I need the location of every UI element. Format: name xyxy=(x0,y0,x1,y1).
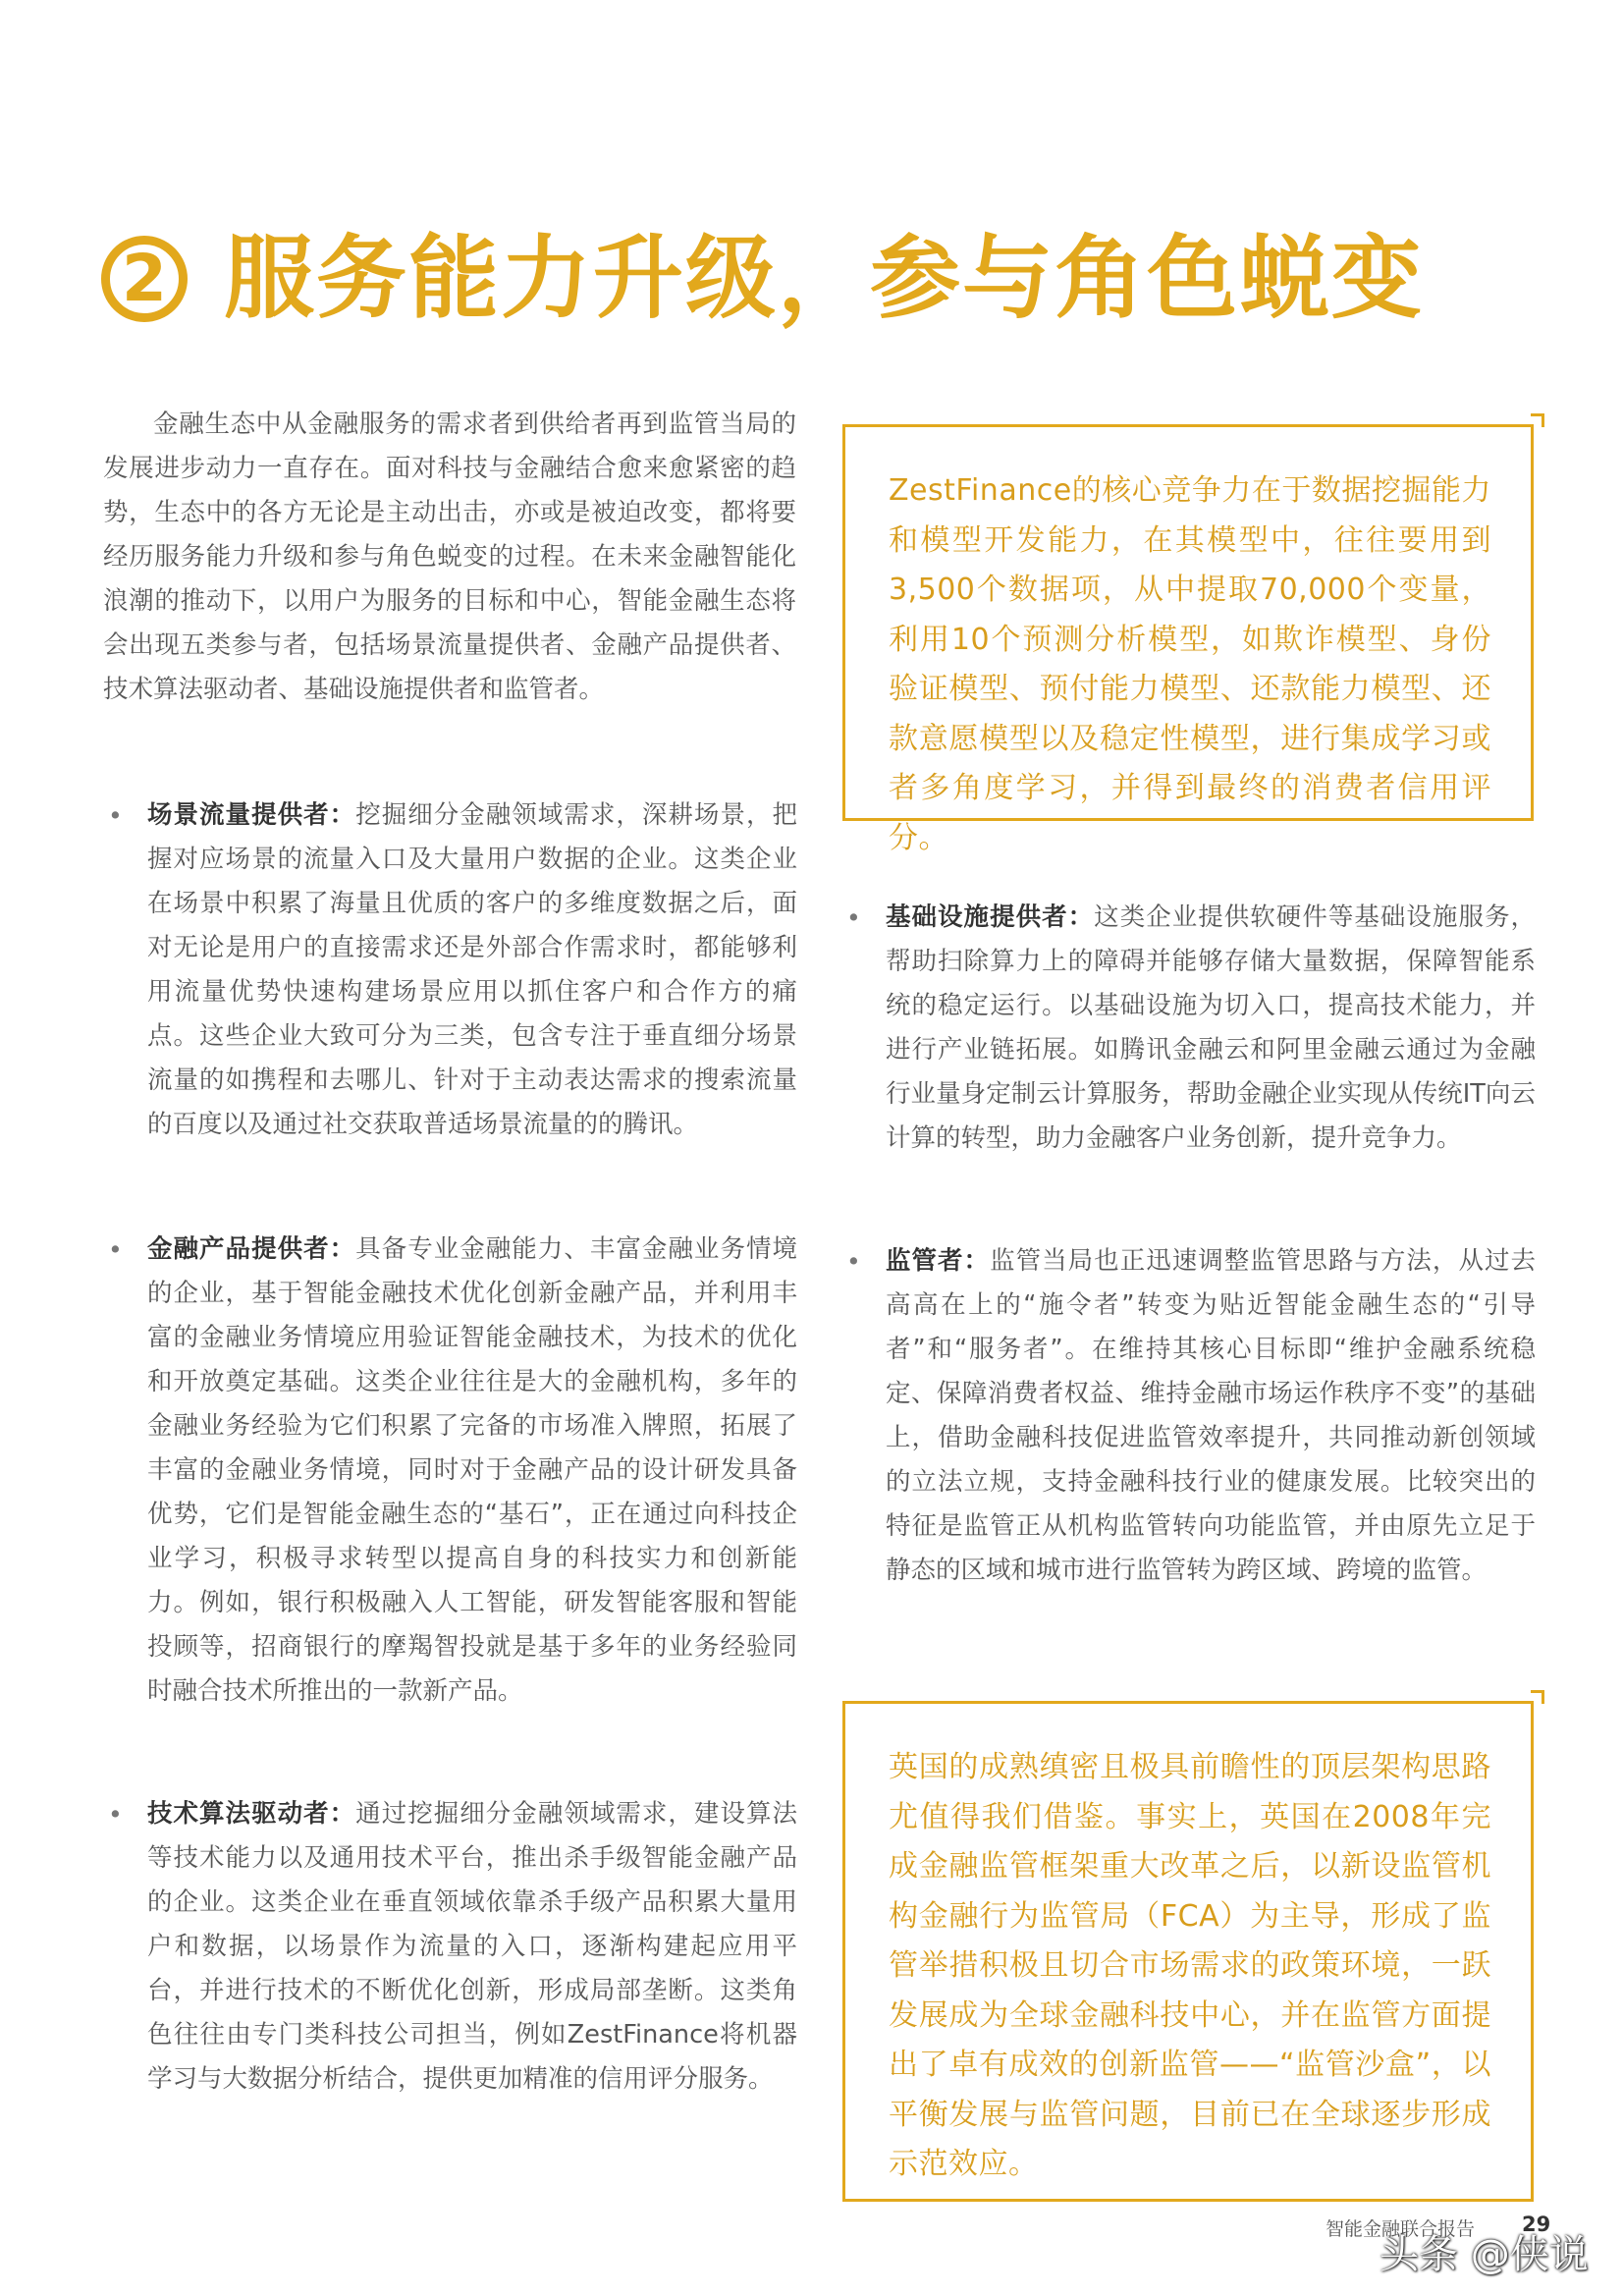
bullet-text: 具备专业金融能力、丰富金融业务情境的企业，基于智能金融技术优化创新金融产品，并利用丰富的金融业务情境应用验证智能金融技术，为技术的优化和开放奠定基础。这类企业往往是大的金融机构，多年的金融业务经验为它们积累了完备的市场准入牌照，拓展了丰富的金融业务情境，同时对于金融产品的设计研发具备优势，它们是智能金融生态的“基石”，正在通过向科技企业学习，积极寻求转型以提高自身的科技实力和创新能力。例如，银行积极融入人工智能，研发智能客服和智能投顾等，招商银行的摩羯智投就是基于多年的业务经验同时融合技术所推出的一款新产品。 xyxy=(147,1234,797,1706)
bullet-item-tech-algorithm xyxy=(108,1792,797,2102)
callout-corner-decoration xyxy=(1531,413,1544,427)
callout-corner-decoration xyxy=(1531,1690,1544,1704)
bullet-item-financial-product xyxy=(108,1228,797,1714)
bullet-term: 基础设施提供者： xyxy=(886,902,1095,932)
bullet-marker: • xyxy=(108,801,123,830)
section-number-badge xyxy=(101,236,188,322)
bullet-term: 金融产品提供者： xyxy=(147,1234,356,1264)
bullet-text: 挖掘细分金融领域需求，深耕场景，把握对应场景的流量入口及大量用户数据的企业。这类企业在场景中积累了海量且优质的客户的多维度数据之后，面对无论是用户的直接需求还是外部合作需求时，都能够利用流量优势快速构建场景应用以抓住客户和合作方的痛点。这些企业大致可分为三类，包含专注于垂直细分场景流量的如携程和去哪儿、针对于主动表达需求的搜索流量的百度以及通过社交获取普适场景流量的的腾讯。 xyxy=(147,800,797,1139)
bullet-term: 技术算法驱动者： xyxy=(147,1799,356,1829)
page-number: 29 xyxy=(1522,2213,1551,2236)
bullet-marker: • xyxy=(108,1800,123,1829)
bullet-marker: • xyxy=(108,1235,123,1264)
watermark: 头条 @侠说 xyxy=(1380,2232,1589,2277)
callout-box-uk-regulation xyxy=(842,1701,1534,2202)
callout-text: 英国的成熟缜密且极具前瞻性的顶层架构思路尤值得我们借鉴。事实上，英国在2008年完成金融监管框架重大改革之后，以新设监管机构金融行为监管局（FCA）为主导，形成了监管举措积极且切合市场需求的政策环境，一跃发展成为全球金融科技中心，并在监管方面提出了卓有成效的创新监管——“监管沙盒”，以平衡发展与监管问题，目前已在全球逐步形成示范效应。 xyxy=(889,1750,1491,2181)
bullet-marker: • xyxy=(846,903,861,932)
section-title: 服务能力升级，参与角色蜕变 xyxy=(224,226,1425,331)
intro-paragraph: 金融生态中从金融服务的需求者到供给者再到监管当局的发展进步动力一直存在。面对科技与金融结合愈来愈紧密的趋势，生态中的各方无论是主动出击，亦或是被迫改变，都将要经历服务能力升级和参与角色蜕变的过程。在未来金融智能化浪潮的推动下，以用户为服务的目标和中心，智能金融生态将会出现五类参与者，包括场景流量提供者、金融产品提供者、技术算法驱动者、基础设施提供者和监管者。 xyxy=(103,410,796,704)
bullet-item-regulator xyxy=(846,1239,1536,1593)
bullet-item-infrastructure xyxy=(846,896,1536,1161)
bullet-text: 这类企业提供软硬件等基础设施服务，帮助扫除算力上的障碍并能够存储大量数据，保障智能系统的稳定运行。以基础设施为切入口，提高技术能力，并进行产业链拓展。如腾讯金融云和阿里金融云通过为金融行业量身定制云计算服务，帮助金融企业实现从传统IT向云计算的转型，助力金融客户业务创新，提升竞争力。 xyxy=(886,902,1536,1153)
bullet-term: 监管者： xyxy=(886,1246,991,1276)
callout-box-zestfinance xyxy=(842,424,1534,855)
callout-text: ZestFinance的核心竞争力在于数据挖掘能力和模型开发能力，在其模型中，往往要用到3,500个数据项，从中提取70,000个变量，利用10个预测分析模型，如欺诈模型、身份验证模型、预付能力模型、还款能力模型、还款意愿模型以及稳定性模型，进行集成学习或者多角度学习，并得到最终的消费者信用评分。 xyxy=(889,473,1491,855)
bullet-text: 通过挖掘细分金融领域需求，建设算法等技术能力以及通用技术平台，推出杀手级智能金融产品的企业。这类企业在垂直领域依靠杀手级产品积累大量用户和数据，以场景作为流量的入口，逐渐构建起应用平台，并进行技术的不断优化创新，形成局部垄断。这类角色往往由专门类科技公司担当，例如ZestFinance将机器学习与大数据分析结合，提供更加精准的信用评分服务。 xyxy=(147,1799,797,2094)
bullet-term: 场景流量提供者： xyxy=(147,800,356,830)
footer-report-name: 智能金融联合报告 xyxy=(1325,2218,1476,2240)
bullet-marker: • xyxy=(846,1247,861,1276)
bullet-item-scene-traffic xyxy=(108,793,797,1147)
section-number: 2 xyxy=(122,241,167,316)
bullet-text: 监管当局也正迅速调整监管思路与方法，从过去高高在上的“施令者”转变为贴近智能金融生态的“引导者”和“服务者”。在维持其核心目标即“维护金融系统稳定、保障消费者权益、维持金融市场运作秩序不变”的基础上，借助金融科技促进监管效率提升，共同推动新创领域的立法立规，支持金融科技行业的健康发展。比较突出的特征是监管正从机构监管转向功能监管，并由原先立足于静态的区域和城市进行监管转为跨区域、跨境的监管。 xyxy=(886,1246,1536,1585)
